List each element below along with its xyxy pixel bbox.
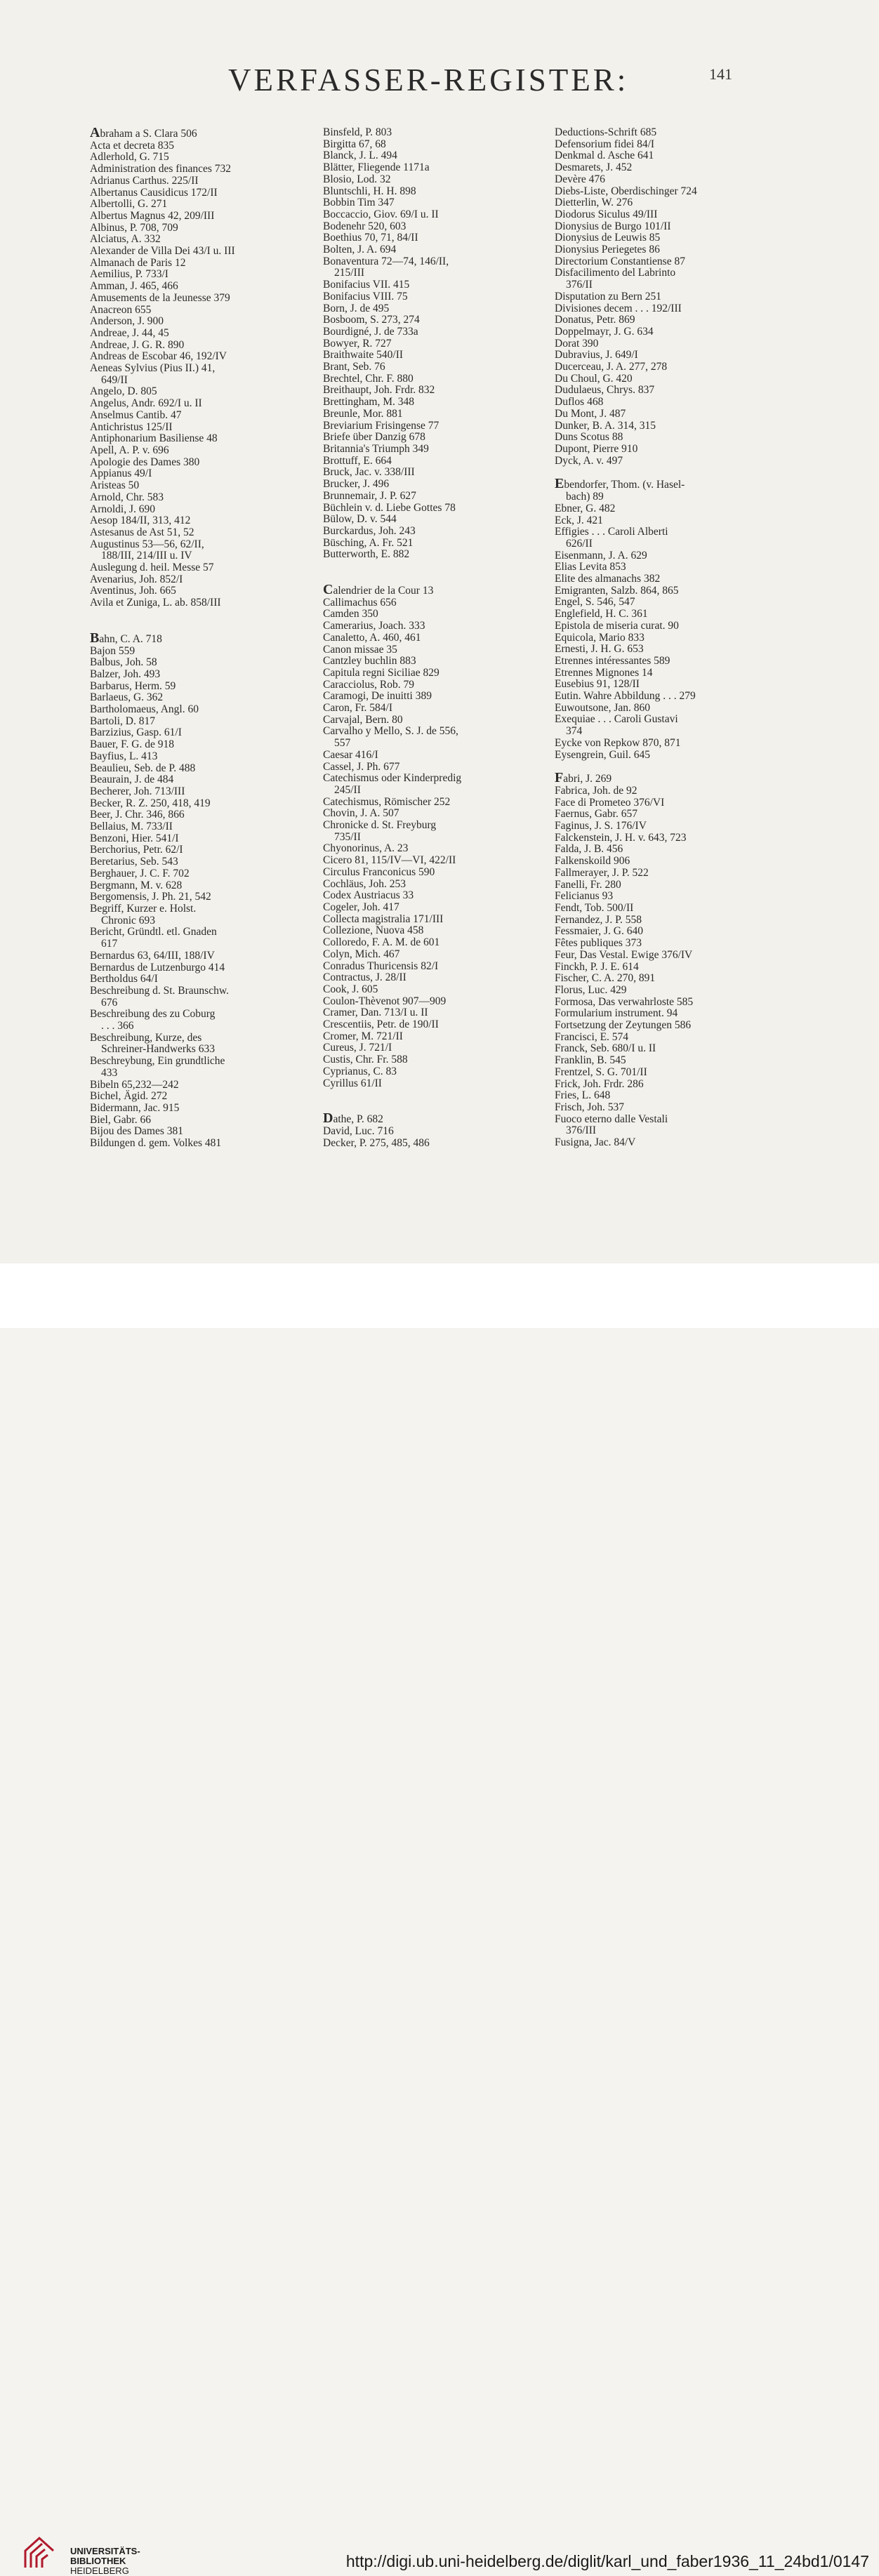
index-entry: Finckh, P. J. E. 614 — [555, 960, 639, 973]
index-entry: Boethius 70, 71, 84/II — [323, 232, 418, 244]
index-entry: Contractus, J. 28/II — [323, 971, 407, 984]
index-entry: Decker, P. 275, 485, 486 — [323, 1136, 430, 1149]
index-entry: Aventinus, Joh. 665 — [90, 585, 176, 597]
index-entry: Bahn, C. A. 718 — [90, 630, 162, 646]
index-entry: 649/II — [101, 373, 128, 386]
index-entry: Elite des almanachs 382 — [555, 573, 661, 585]
library-name-line-3: HEIDELBERG — [70, 2565, 129, 2576]
index-entry: Beschreybung, Ein grundtliche — [90, 1055, 225, 1068]
index-entry: Eysengrein, Guil. 645 — [555, 748, 651, 761]
index-entry: Felicianus 93 — [555, 890, 614, 903]
index-entry: Avenarius, Joh. 852/I — [90, 573, 183, 585]
index-entry: Brottuff, E. 664 — [323, 454, 392, 467]
index-entry: Franck, Seb. 680/I u. II — [555, 1042, 656, 1055]
index-entry: Butterworth, E. 882 — [323, 548, 410, 561]
index-entry: Doppelmayr, J. G. 634 — [555, 325, 654, 338]
index-entry: Berchorius, Petr. 62/I — [90, 844, 183, 856]
index-entry: Bruck, Jac. v. 338/III — [323, 466, 415, 479]
index-entry: 617 — [101, 938, 118, 950]
index-entry: Bernardus 63, 64/III, 188/IV — [90, 949, 215, 962]
index-entry: Auslegung d. heil. Messe 57 — [90, 562, 214, 574]
index-entry: Adlerhold, G. 715 — [90, 151, 169, 164]
index-entry: 676 — [101, 996, 118, 1009]
index-entry: Albertus Magnus 42, 209/III — [90, 209, 215, 222]
index-entry: Albinus, P. 708, 709 — [90, 221, 178, 234]
index-entry: Du Mont, J. 487 — [555, 407, 626, 420]
index-entry: Almanach de Paris 12 — [90, 256, 186, 269]
index-entry: Bidermann, Jac. 915 — [90, 1101, 180, 1114]
index-column-2 — [323, 127, 559, 1149]
index-entry: Binsfeld, P. 803 — [323, 126, 392, 138]
index-entry: Epistola de miseria curat. 90 — [555, 619, 679, 632]
index-entry: Collezione, Nuova 458 — [323, 924, 424, 937]
index-entry: Circulus Franconicus 590 — [323, 865, 435, 878]
index-entry: Biel, Gabr. 66 — [90, 1113, 151, 1126]
index-entry: Face di Prometeo 376/VI — [555, 796, 665, 809]
index-entry: Dietterlin, W. 276 — [555, 197, 633, 209]
index-entry: Bluntschli, H. H. 898 — [323, 185, 416, 197]
index-entry: Chronic 693 — [101, 914, 156, 927]
library-name-line-1: UNIVERSITÄTS- — [70, 2546, 140, 2556]
index-entry: Duns Scotus 88 — [555, 431, 623, 444]
index-entry: Capitula regni Siciliae 829 — [323, 666, 440, 679]
index-entry: Cyprianus, C. 83 — [323, 1065, 397, 1077]
index-entry: Eutin. Wahre Abbildung . . . 279 — [555, 690, 696, 703]
index-entry: Englefield, H. C. 361 — [555, 608, 648, 620]
index-entry: Schreiner-Handwerks 633 — [101, 1043, 215, 1056]
index-entry: 245/II — [334, 783, 361, 796]
index-entry: Fabrica, Joh. de 92 — [555, 784, 637, 797]
index-entry: Balzer, Joh. 493 — [90, 668, 161, 680]
index-entry: Elias Levita 853 — [555, 561, 626, 573]
index-entry: Fischer, C. A. 270, 891 — [555, 972, 656, 985]
index-entry: Abraham a S. Clara 506 — [90, 125, 197, 140]
index-entry: Briefe über Danzig 678 — [323, 431, 425, 444]
index-entry: 626/II — [566, 537, 593, 550]
index-entry: Benzoni, Hier. 541/I — [90, 832, 179, 844]
index-entry: Brettingham, M. 348 — [323, 396, 415, 409]
index-entry: Formularium instrument. 94 — [555, 1007, 678, 1020]
index-entry: Fabri, J. 269 — [555, 770, 612, 786]
index-entry: Camerarius, Joach. 333 — [323, 620, 425, 632]
index-entry: Aeneas Sylvius (Pius II.) 41, — [90, 362, 216, 375]
index-entry: Andreae, J. 44, 45 — [90, 326, 169, 339]
index-entry: Ebendorfer, Thom. (v. Hasel- — [555, 476, 685, 492]
index-entry: Aemilius, P. 733/I — [90, 268, 168, 281]
index-entry: 374 — [566, 725, 583, 738]
index-entry: Bergmann, M. v. 628 — [90, 879, 183, 891]
index-entry: Disfacilimento del Labrinto — [555, 267, 676, 279]
index-entry: Adrianus Carthus. 225/II — [90, 174, 199, 187]
library-name — [70, 2547, 140, 2576]
index-entry: Beschreibung d. St. Braunschw. — [90, 984, 229, 997]
index-entry: Desmarets, J. 452 — [555, 161, 633, 174]
index-entry: Faginus, J. S. 176/IV — [555, 820, 647, 832]
index-entry: 433 — [101, 1066, 118, 1079]
index-entry: Colyn, Mich. 467 — [323, 948, 400, 960]
section-gap — [90, 609, 326, 632]
index-entry: Angelus, Andr. 692/I u. II — [90, 397, 202, 410]
index-entry: Disputation zu Bern 251 — [555, 290, 661, 303]
index-entry: Beaurain, J. de 484 — [90, 774, 174, 786]
index-entry: Dionysius de Leuwis 85 — [555, 232, 661, 244]
source-url-link[interactable]: http://digi.ub.uni-heidelberg.de/diglit/karl_und_faber1936_11_24bd1/0147 — [345, 2552, 869, 2570]
index-entry: Caron, Fr. 584/I — [323, 702, 393, 715]
index-entry: Fuoco eterno dalle Vestali — [555, 1113, 668, 1125]
index-entry: Arnoldi, J. 690 — [90, 503, 155, 515]
index-entry: Birgitta 67, 68 — [323, 138, 386, 150]
index-entry: Barlaeus, G. 362 — [90, 691, 164, 704]
index-entry: Beschreibung des zu Coburg — [90, 1008, 216, 1021]
footer-bar — [0, 1263, 879, 2576]
index-entry: Fendt, Tob. 500/II — [555, 902, 634, 914]
index-entry: Bodenehr 520, 603 — [323, 220, 407, 232]
index-entry: Cromer, M. 721/II — [323, 1030, 403, 1042]
index-entry: Angelo, D. 805 — [90, 385, 157, 398]
index-entry: Catechismus oder Kinderpredig — [323, 772, 462, 785]
index-entry: Camden 350 — [323, 608, 378, 620]
index-entry: Braithwaite 540/II — [323, 349, 404, 361]
index-entry: Bildungen d. gem. Volkes 481 — [90, 1137, 222, 1150]
index-entry: Britannia's Triumph 349 — [323, 442, 429, 455]
index-entry: Catechismus, Römischer 252 — [323, 795, 451, 808]
index-entry: Anselmus Cantib. 47 — [90, 409, 182, 421]
index-entry: Aesop 184/II, 313, 412 — [90, 514, 191, 527]
page-number: 141 — [709, 65, 732, 83]
index-entry: Caracciolus, Rob. 79 — [323, 678, 415, 691]
index-entry: Collecta magistralia 171/III — [323, 912, 444, 925]
index-entry: Caramogi, De inuitti 389 — [323, 690, 432, 703]
index-entry: Deductions-Schrift 685 — [555, 126, 657, 138]
index-entry: Divisiones decem . . . 192/III — [555, 302, 682, 314]
index-entry: Canon missae 35 — [323, 643, 397, 656]
index-entry: Anderson, J. 900 — [90, 315, 164, 328]
index-entry: Beaulieu, Seb. de P. 488 — [90, 762, 196, 774]
index-entry: Calendrier de la Cour 13 — [323, 582, 434, 598]
index-entry: Defensorium fidei 84/I — [555, 138, 655, 150]
index-entry: Cyrillus 61/II — [323, 1077, 382, 1089]
index-entry: Denkmal d. Asche 641 — [555, 150, 654, 162]
index-entry: Fries, L. 648 — [555, 1089, 611, 1102]
index-entry: Bichel, Ägid. 272 — [90, 1090, 168, 1103]
index-entry: Brechtel, Chr. F. 880 — [323, 372, 414, 385]
index-entry: Bajon 559 — [90, 644, 136, 657]
index-entry: 188/III, 214/III u. IV — [101, 550, 192, 562]
index-entry: Brunnemair, J. P. 627 — [323, 489, 416, 502]
index-entry: Carvalho y Mello, S. J. de 556, — [323, 725, 458, 738]
index-entry: Cochläus, Joh. 253 — [323, 877, 406, 890]
index-entry: Bergomensis, J. Ph. 21, 542 — [90, 891, 211, 903]
index-entry: Acta et decreta 835 — [90, 139, 175, 152]
index-entry: Feur, Das Vestal. Ewige 376/IV — [555, 948, 693, 961]
index-entry: Born, J. de 495 — [323, 302, 390, 314]
index-entry: Dunker, B. A. 314, 315 — [555, 419, 656, 432]
index-entry: Aristeas 50 — [90, 479, 140, 492]
index-entry: Appianus 49/I — [90, 467, 152, 480]
index-entry: Eusebius 91, 128/II — [555, 678, 640, 691]
index-entry: Albertanus Causidicus 172/II — [90, 186, 218, 199]
index-entry: Bartholomaeus, Angl. 60 — [90, 703, 199, 716]
index-entry: Ernesti, J. H. G. 653 — [555, 643, 644, 656]
index-entry: Chovin, J. A. 507 — [323, 807, 399, 820]
index-entry: Andreae, J. G. R. 890 — [90, 338, 185, 351]
index-entry: Cook, J. 605 — [323, 983, 378, 995]
index-entry: Florus, Luc. 429 — [555, 983, 627, 996]
index-entry: Cramer, Dan. 713/I u. II — [323, 1007, 428, 1019]
index-entry: Fortsetzung der Zeytungen 586 — [555, 1019, 692, 1032]
index-entry: Beer, J. Chr. 346, 866 — [90, 809, 185, 821]
index-entry: Bernardus de Lutzenburgo 414 — [90, 961, 225, 974]
index-entry: Amusements de la Jeunesse 379 — [90, 291, 230, 304]
index-entry: Begriff, Kurzer e. Holst. — [90, 903, 197, 915]
index-entry: Bonifacius VIII. 75 — [323, 290, 408, 303]
index-entry: Blosio, Lod. 32 — [323, 173, 391, 185]
index-entry: Dubravius, J. 649/I — [555, 349, 638, 361]
section-gap — [323, 1089, 559, 1113]
index-entry: Exequiae . . . Caroli Gustavi — [555, 713, 678, 726]
index-entry: Duflos 468 — [555, 396, 604, 409]
index-entry: Diebs-Liste, Oberdischinger 724 — [555, 185, 697, 197]
index-entry: Bertholdus 64/I — [90, 973, 158, 985]
index-entry: Blanck, J. L. 494 — [323, 150, 397, 162]
index-entry: Conradus Thuricensis 82/I — [323, 960, 439, 972]
index-entry: Eck, J. 421 — [555, 514, 603, 526]
index-entry: Barbarus, Herm. 59 — [90, 679, 176, 692]
index-entry: Beschreibung, Kurze, des — [90, 1031, 202, 1044]
index-entry: Faernus, Gabr. 657 — [555, 808, 637, 821]
index-entry: Bosboom, S. 273, 274 — [323, 314, 420, 326]
index-entry: Fanelli, Fr. 280 — [555, 878, 621, 891]
index-entry: Anacreon 655 — [90, 303, 152, 316]
index-entry: Bellaius, M. 733/II — [90, 821, 173, 833]
index-entry: Cantzley buchlin 883 — [323, 655, 416, 668]
index-entry: Fusigna, Jac. 84/V — [555, 1136, 636, 1149]
section-gap — [555, 761, 791, 772]
index-entry: David, Luc. 716 — [323, 1124, 394, 1137]
index-entry: Balbus, Joh. 58 — [90, 656, 157, 669]
index-entry: Bolten, J. A. 694 — [323, 244, 397, 256]
index-entry: Büchlein v. d. Liebe Gottes 78 — [323, 501, 456, 514]
index-entry: Cicero 81, 115/IV—VI, 422/II — [323, 854, 456, 867]
index-entry: Bericht, Gründtl. etl. Gnaden — [90, 926, 217, 938]
index-entry: bach) 89 — [566, 491, 604, 503]
index-entry: Breithaupt, Joh. Frdr. 832 — [323, 384, 435, 397]
index-entry: Breviarium Frisingense 77 — [323, 419, 440, 432]
index-entry: Eisenmann, J. A. 629 — [555, 549, 647, 562]
index-entry: Effigies . . . Caroli Alberti — [555, 526, 668, 538]
index-entry: Custis, Chr. Fr. 588 — [323, 1054, 408, 1066]
index-entry: Carvajal, Bern. 80 — [323, 713, 403, 726]
index-entry: Dudulaeus, Chrys. 837 — [555, 384, 655, 397]
index-entry: Diodorus Siculus 49/III — [555, 208, 658, 220]
section-gap — [555, 467, 791, 478]
index-entry: Callimachus 656 — [323, 596, 397, 609]
index-entry: Emigranten, Salzb. 864, 865 — [555, 584, 679, 597]
index-entry: 376/II — [566, 279, 593, 291]
index-entry: Alexander de Villa Dei 43/I u. III — [90, 245, 235, 258]
index-entry: Administration des finances 732 — [90, 163, 232, 175]
index-entry: Brant, Seb. 76 — [323, 361, 385, 373]
index-entry: 215/III — [334, 267, 365, 279]
index-entry: Barzizius, Gasp. 61/I — [90, 726, 182, 739]
index-entry: Falkenskoild 906 — [555, 855, 630, 868]
index-entry: Becker, R. Z. 250, 418, 419 — [90, 797, 211, 809]
index-entry: Donatus, Petr. 869 — [555, 314, 635, 326]
index-entry: 735/II — [334, 830, 361, 843]
index-entry: Euwoutsone, Jan. 860 — [555, 701, 651, 714]
index-entry: Bonaventura 72—74, 146/II, — [323, 255, 449, 267]
index-entry: Büsching, A. Fr. 521 — [323, 536, 414, 549]
index-entry: Bülow, D. v. 544 — [323, 513, 397, 526]
index-entry: Cassel, J. Ph. 677 — [323, 760, 400, 773]
index-entry: Frisch, Joh. 537 — [555, 1101, 625, 1113]
index-entry: Apologie des Dames 380 — [90, 456, 200, 468]
page-title: VERFASSER-REGISTER: — [228, 62, 629, 98]
index-entry: Boccaccio, Giov. 69/I u. II — [323, 208, 439, 220]
index-entry: Dupont, Pierre 910 — [555, 442, 638, 455]
index-entry: Dathe, P. 682 — [323, 1110, 383, 1127]
index-entry: Bourdigné, J. de 733a — [323, 325, 418, 338]
index-entry: Bartoli, D. 817 — [90, 715, 155, 727]
index-entry: Eycke von Repkow 870, 871 — [555, 736, 681, 749]
index-entry: Devère 476 — [555, 173, 605, 185]
index-entry: Augustinus 53—56, 62/II, — [90, 538, 204, 550]
index-entry: Avila et Zuniga, L. ab. 858/III — [90, 597, 221, 609]
index-entry: Dorat 390 — [555, 337, 599, 350]
index-entry: Dionysius de Burgo 101/II — [555, 220, 671, 232]
index-entry: Ducerceau, J. A. 277, 278 — [555, 361, 668, 373]
index-entry: Frentzel, S. G. 701/II — [555, 1065, 647, 1078]
index-column-1 — [90, 127, 326, 1150]
index-entry: Engel, S. 546, 547 — [555, 596, 635, 609]
index-entry: . . . 366 — [101, 1020, 134, 1033]
index-entry: Bonifacius VII. 415 — [323, 279, 410, 291]
index-entry: Antiphonarium Basiliense 48 — [90, 432, 218, 445]
index-entry: Franklin, B. 545 — [555, 1054, 626, 1067]
index-entry: Becherer, Joh. 713/III — [90, 785, 185, 797]
index-entry: Francisci, E. 574 — [555, 1030, 629, 1043]
index-entry: Andreas de Escobar 46, 192/IV — [90, 350, 227, 363]
index-entry: Coulon-Thèvenot 907—909 — [323, 995, 447, 1007]
index-entry: Caesar 416/I — [323, 748, 378, 761]
index-entry: Fallmerayer, J. P. 522 — [555, 866, 649, 879]
index-entry: Breunle, Mor. 881 — [323, 407, 403, 420]
index-entry: Bijou des Dames 381 — [90, 1125, 184, 1138]
index-entry: Albertolli, G. 271 — [90, 198, 168, 211]
index-entry: Amman, J. 465, 466 — [90, 280, 178, 293]
index-entry: Frick, Joh. Frdr. 286 — [555, 1077, 644, 1090]
index-entry: Etrennes intéressantes 589 — [555, 654, 670, 667]
index-entry: Falda, J. B. 456 — [555, 843, 623, 856]
index-entry: Du Choul, G. 420 — [555, 372, 633, 385]
index-entry: Ebner, G. 482 — [555, 502, 616, 514]
index-entry: Blätter, Fliegende 1171a — [323, 161, 430, 174]
index-entry: Crescentiis, Petr. de 190/II — [323, 1018, 439, 1031]
index-entry: Alciatus, A. 332 — [90, 233, 161, 246]
index-entry: Beretarius, Seb. 543 — [90, 856, 178, 868]
index-column-3 — [555, 127, 791, 1149]
index-entry: Fernandez, J. P. 558 — [555, 913, 642, 926]
index-entry: Apell, A. P. v. 696 — [90, 444, 169, 456]
index-entry: Directorium Constantiense 87 — [555, 255, 685, 267]
index-entry: 557 — [334, 737, 351, 750]
index-entry: Canaletto, A. 460, 461 — [323, 631, 421, 644]
index-entry: Etrennes Mignones 14 — [555, 666, 653, 679]
index-entry: Falckenstein, J. H. v. 643, 723 — [555, 831, 687, 844]
index-entry: Bibeln 65,232—242 — [90, 1078, 179, 1091]
index-entry: Astesanus de Ast 51, 52 — [90, 526, 194, 538]
index-entry: Dyck, A. v. 497 — [555, 454, 623, 467]
document-page — [0, 0, 879, 1263]
index-entry: Brucker, J. 496 — [323, 478, 390, 491]
index-entry: Chronicke d. St. Freyburg — [323, 819, 437, 832]
index-entry: Bayfius, L. 413 — [90, 750, 158, 762]
index-entry: Fêtes publiques 373 — [555, 937, 642, 950]
index-entry: Formosa, Das verwahrloste 585 — [555, 995, 694, 1008]
section-gap — [323, 561, 559, 584]
index-entry: 376/III — [566, 1124, 597, 1137]
index-entry: Chyonorinus, A. 23 — [323, 842, 409, 855]
index-entry: Antichristus 125/II — [90, 420, 173, 433]
index-entry: Berghauer, J. C. F. 702 — [90, 867, 190, 879]
index-entry: Codex Austriacus 33 — [323, 889, 414, 902]
index-entry: Cureus, J. 721/I — [323, 1042, 392, 1054]
index-entry: Equicola, Mario 833 — [555, 631, 645, 644]
index-entry: Bowyer, R. 727 — [323, 337, 392, 350]
index-entry: Dionysius Periegetes 86 — [555, 244, 660, 256]
index-entry: Colloredo, F. A. M. de 601 — [323, 936, 440, 949]
index-entry: Cogeler, Joh. 417 — [323, 901, 399, 913]
library-name-line-2: BIBLIOTHEK — [70, 2556, 126, 2566]
index-entry: Bobbin Tim 347 — [323, 197, 395, 209]
index-entry: Arnold, Chr. 583 — [90, 491, 164, 503]
index-entry: Fessmaier, J. G. 640 — [555, 925, 643, 938]
library-logo-icon — [21, 2535, 58, 2572]
index-entry: Burckardus, Joh. 243 — [323, 524, 416, 537]
index-entry: Bauer, F. G. de 918 — [90, 738, 174, 751]
